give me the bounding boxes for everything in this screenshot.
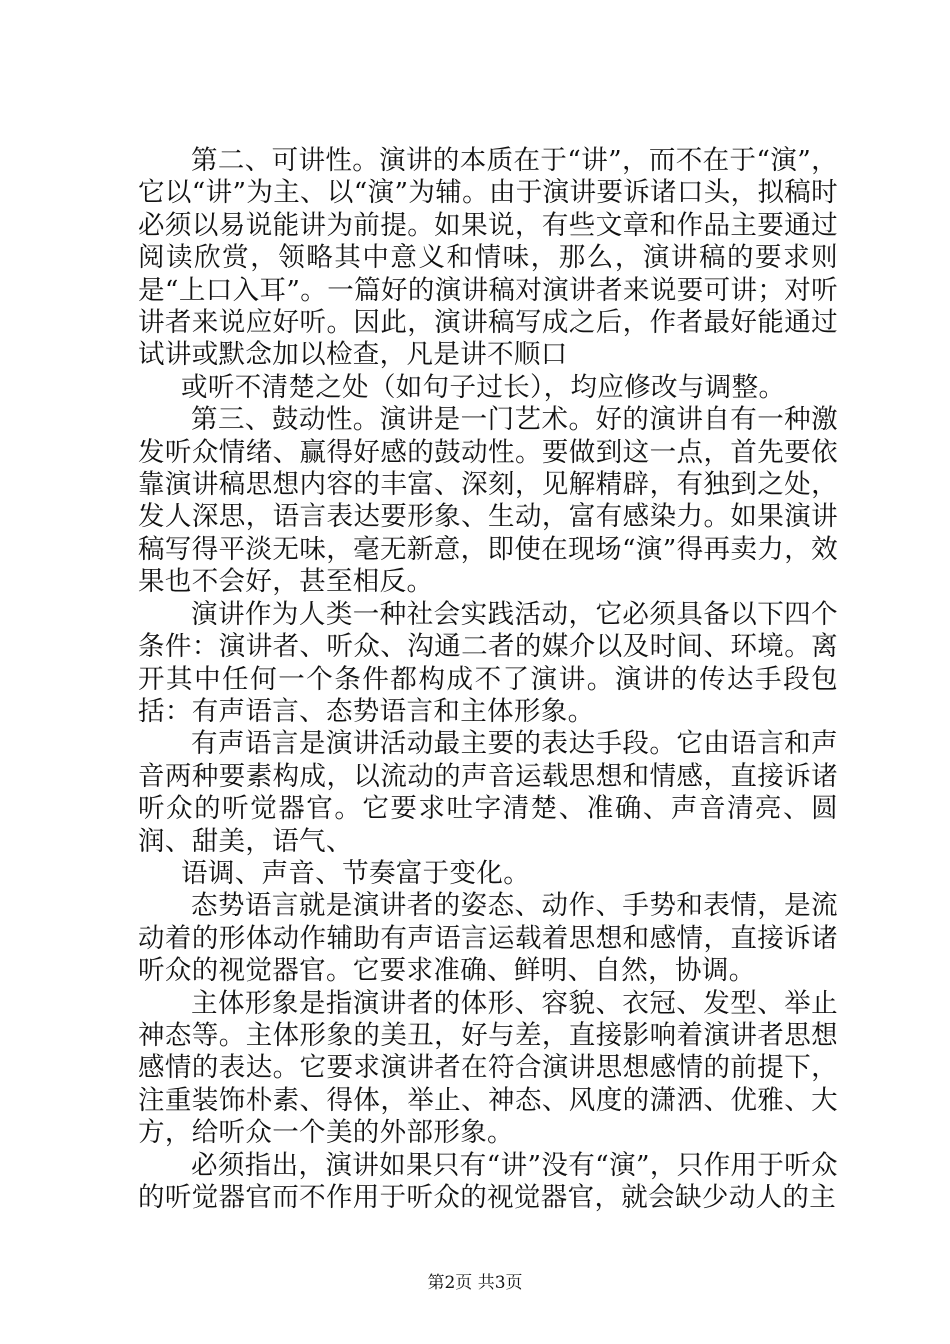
paragraph-subject-image: 主体形象是指演讲者的体形、容貌、衣冠、发型、举止神态等。主体形象的美丑，好与差，直接影响着演讲者思想感情的表达。它要求演讲者在符合演讲思想感情的前提下，注重装饰朴素、得体，举止、神态、风度的潇洒、优雅、大方，给听众一个美的外部形象。 [138,987,838,1149]
paragraph-inspiring: 第三、鼓动性。演讲是一门艺术。好的演讲自有一种激发听众情绪、赢得好感的鼓动性。要做到这一点，首先要依靠演讲稿思想内容的丰富、深刻，见解精辟，有独到之处，发人深思，语言表达要形象、生动，富有感染力。如果演讲稿写得平淡无味，毫无新意，即使在现场“演”得再卖力，效果也不会好，甚至相反。 [138,404,838,598]
paragraph-must-point-out: 必须指出，演讲如果只有“讲”没有“演”，只作用于听众的听觉器官而不作用于听众的视觉器官，就会缺少动人的主 [138,1149,838,1213]
paragraph-vocal-language-continued: 语调、声音、节奏富于变化。 [181,857,531,889]
paragraph-four-conditions: 演讲作为人类一种社会实践活动，它必须具备以下四个条件：演讲者、听众、沟通二者的媒介以及时间、环境。离开其中任何一个条件都构成不了演讲。演讲的传达手段包括：有声语言、态势语言和主体形象。 [138,598,838,727]
paragraph-speakability: 第二、可讲性。演讲的本质在于“讲”，而不在于“演”，它以“讲”为主、以“演”为辅。由于演讲要诉诸口头，拟稿时必须以易说能讲为前提。如果说，有些文章和作品主要通过阅读欣赏，领略其中意义和情味，那么，演讲稿的要求则是“上口入耳”。一篇好的演讲稿对演讲者来说要可讲；对听讲者来说应好听。因此，演讲稿写成之后，作者最好能通过试讲或默念加以检查，凡是讲不顺口 [138,145,838,371]
paragraph-body-language: 态势语言就是演讲者的姿态、动作、手势和表情，是流动着的形体动作辅助有声语言运载着思想和感情，直接诉诸听众的视觉器官。它要求准确、鲜明、自然，协调。 [138,890,838,987]
document-body [138,145,838,1214]
page-footer: 第2页 共3页 [427,1273,523,1293]
paragraph-speakability-continued: 或听不清楚之处（如句子过长），均应修改与调整。 [181,371,786,403]
paragraph-vocal-language: 有声语言是演讲活动最主要的表达手段。它由语言和声音两种要素构成，以流动的声音运载思想和情感，直接诉诸听众的听觉器官。它要求吐字清楚、准确、声音清亮、圆润、甜美，语气、 [138,728,838,857]
